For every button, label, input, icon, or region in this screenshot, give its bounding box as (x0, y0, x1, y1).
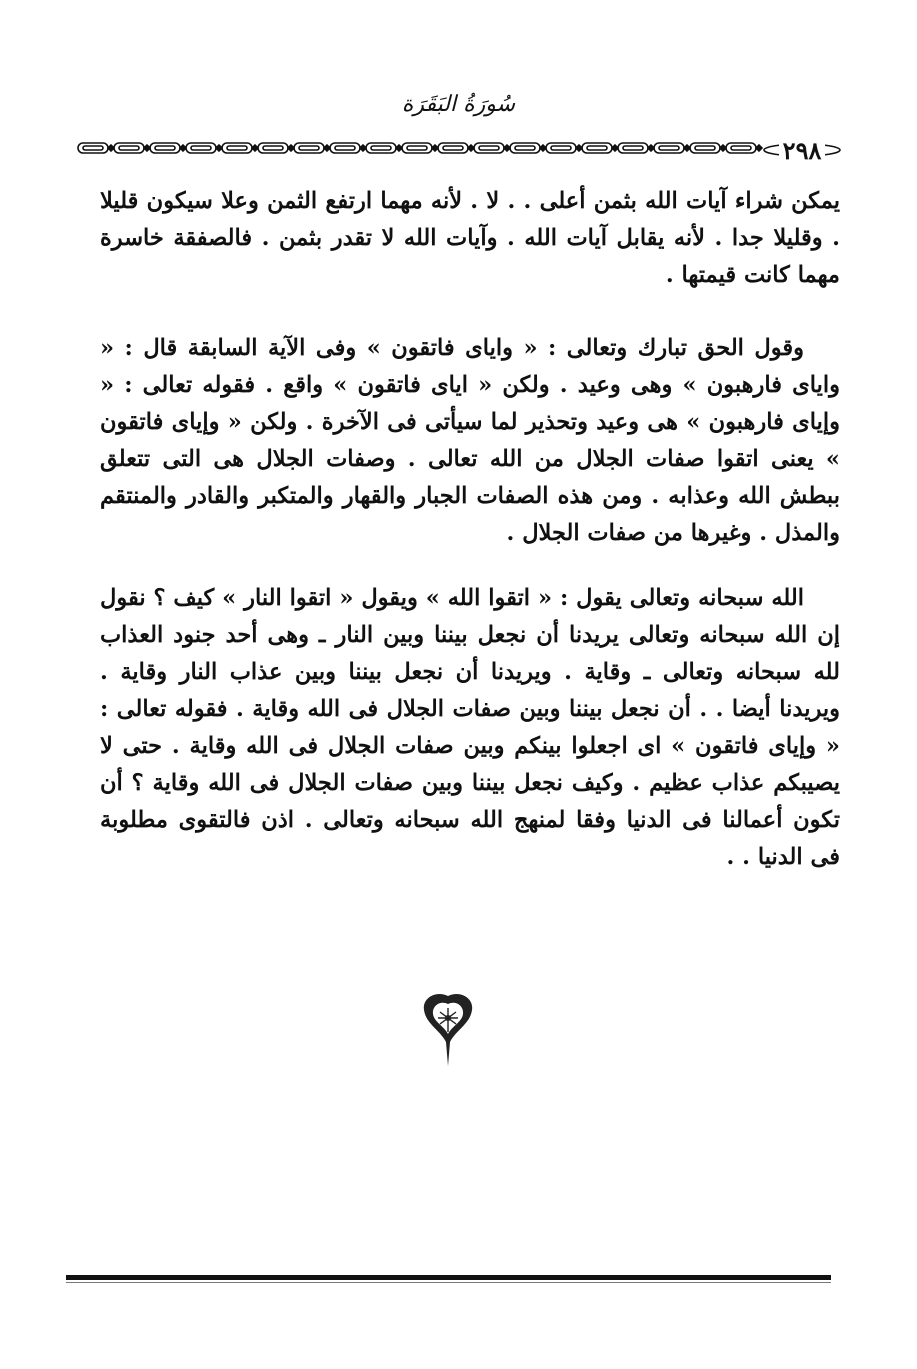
footer-rule (66, 1275, 831, 1280)
paragraph-2 (100, 330, 840, 552)
page-number-text: ٢٩٨ (779, 136, 826, 165)
paragraph-3-text: الله سبحانه وتعالى يقول : « اتقوا الله » ويقول « اتقوا النار » كيف ؟ نقول إن الله سبحانه وتعالى يريدنا أن نجعل بيننا وبين النار ـ وهى أحد جنود العذاب لله سبحانه وتعالى ـ وقاية . ويريدنا أن نجعل بيننا وبين عذاب النار وقاية . ويريدنا أيضا . . أن نجعل بيننا وبين صفات الجلال فى الله وقاية . فقوله تعالى : « وإياى فاتقون » اى اجعلوا بينكم وبين صفات الجلال فى الله وقاية . حتى لا يصيبكم عذاب عظيم . وكيف نجعل بيننا وبين صفات الجلال فى الله وقاية ؟ أن تكون أعمالنا فى الدنيا وفقا لمنهج الله سبحانه وتعالى . اذن فالتقوى مطلوبة فى الدنيا . . (100, 585, 840, 870)
paragraph-2-text: وقول الحق تبارك وتعالى : « واياى فاتقون » وفى الآية السابقة قال : « واياى فارهبون » وهى وعيد . ولكن « اياى فاتقون » واقع . فقوله تعالى : « وإياى فارهبون » هى وعيد وتحذير لما سيأتى فى الآخرة . ولكن « وإياى فاتقون » يعنى اتقوا صفات الجلال من الله تعالى . وصفات الجلال هى التى تتعلق ببطش الله وعذابه . ومن هذه الصفات الجبار والقهار والمتكبر والقادر والمنتقم والمذل . وغيرها من صفات الجلال . (100, 335, 840, 546)
page-number (762, 136, 842, 164)
footer-rule-thin (66, 1282, 831, 1283)
surah-title: سُورَةُ البَقَرَة (401, 92, 516, 117)
paragraph-1 (100, 183, 840, 294)
paragraph-3 (100, 580, 840, 876)
header-ornamental-border (76, 140, 766, 156)
end-ornament-icon (418, 990, 478, 1070)
paragraph-1-text: يمكن شراء آيات الله بثمن أعلى . . لا . لأنه مهما ارتفع الثمن وعلا سيكون قليلا . وقليلا جدا . لأنه يقابل آيات الله . وآيات الله لا تقدر بثمن . فالصفقة خاسرة مهما كانت قيمتها . (100, 188, 840, 288)
